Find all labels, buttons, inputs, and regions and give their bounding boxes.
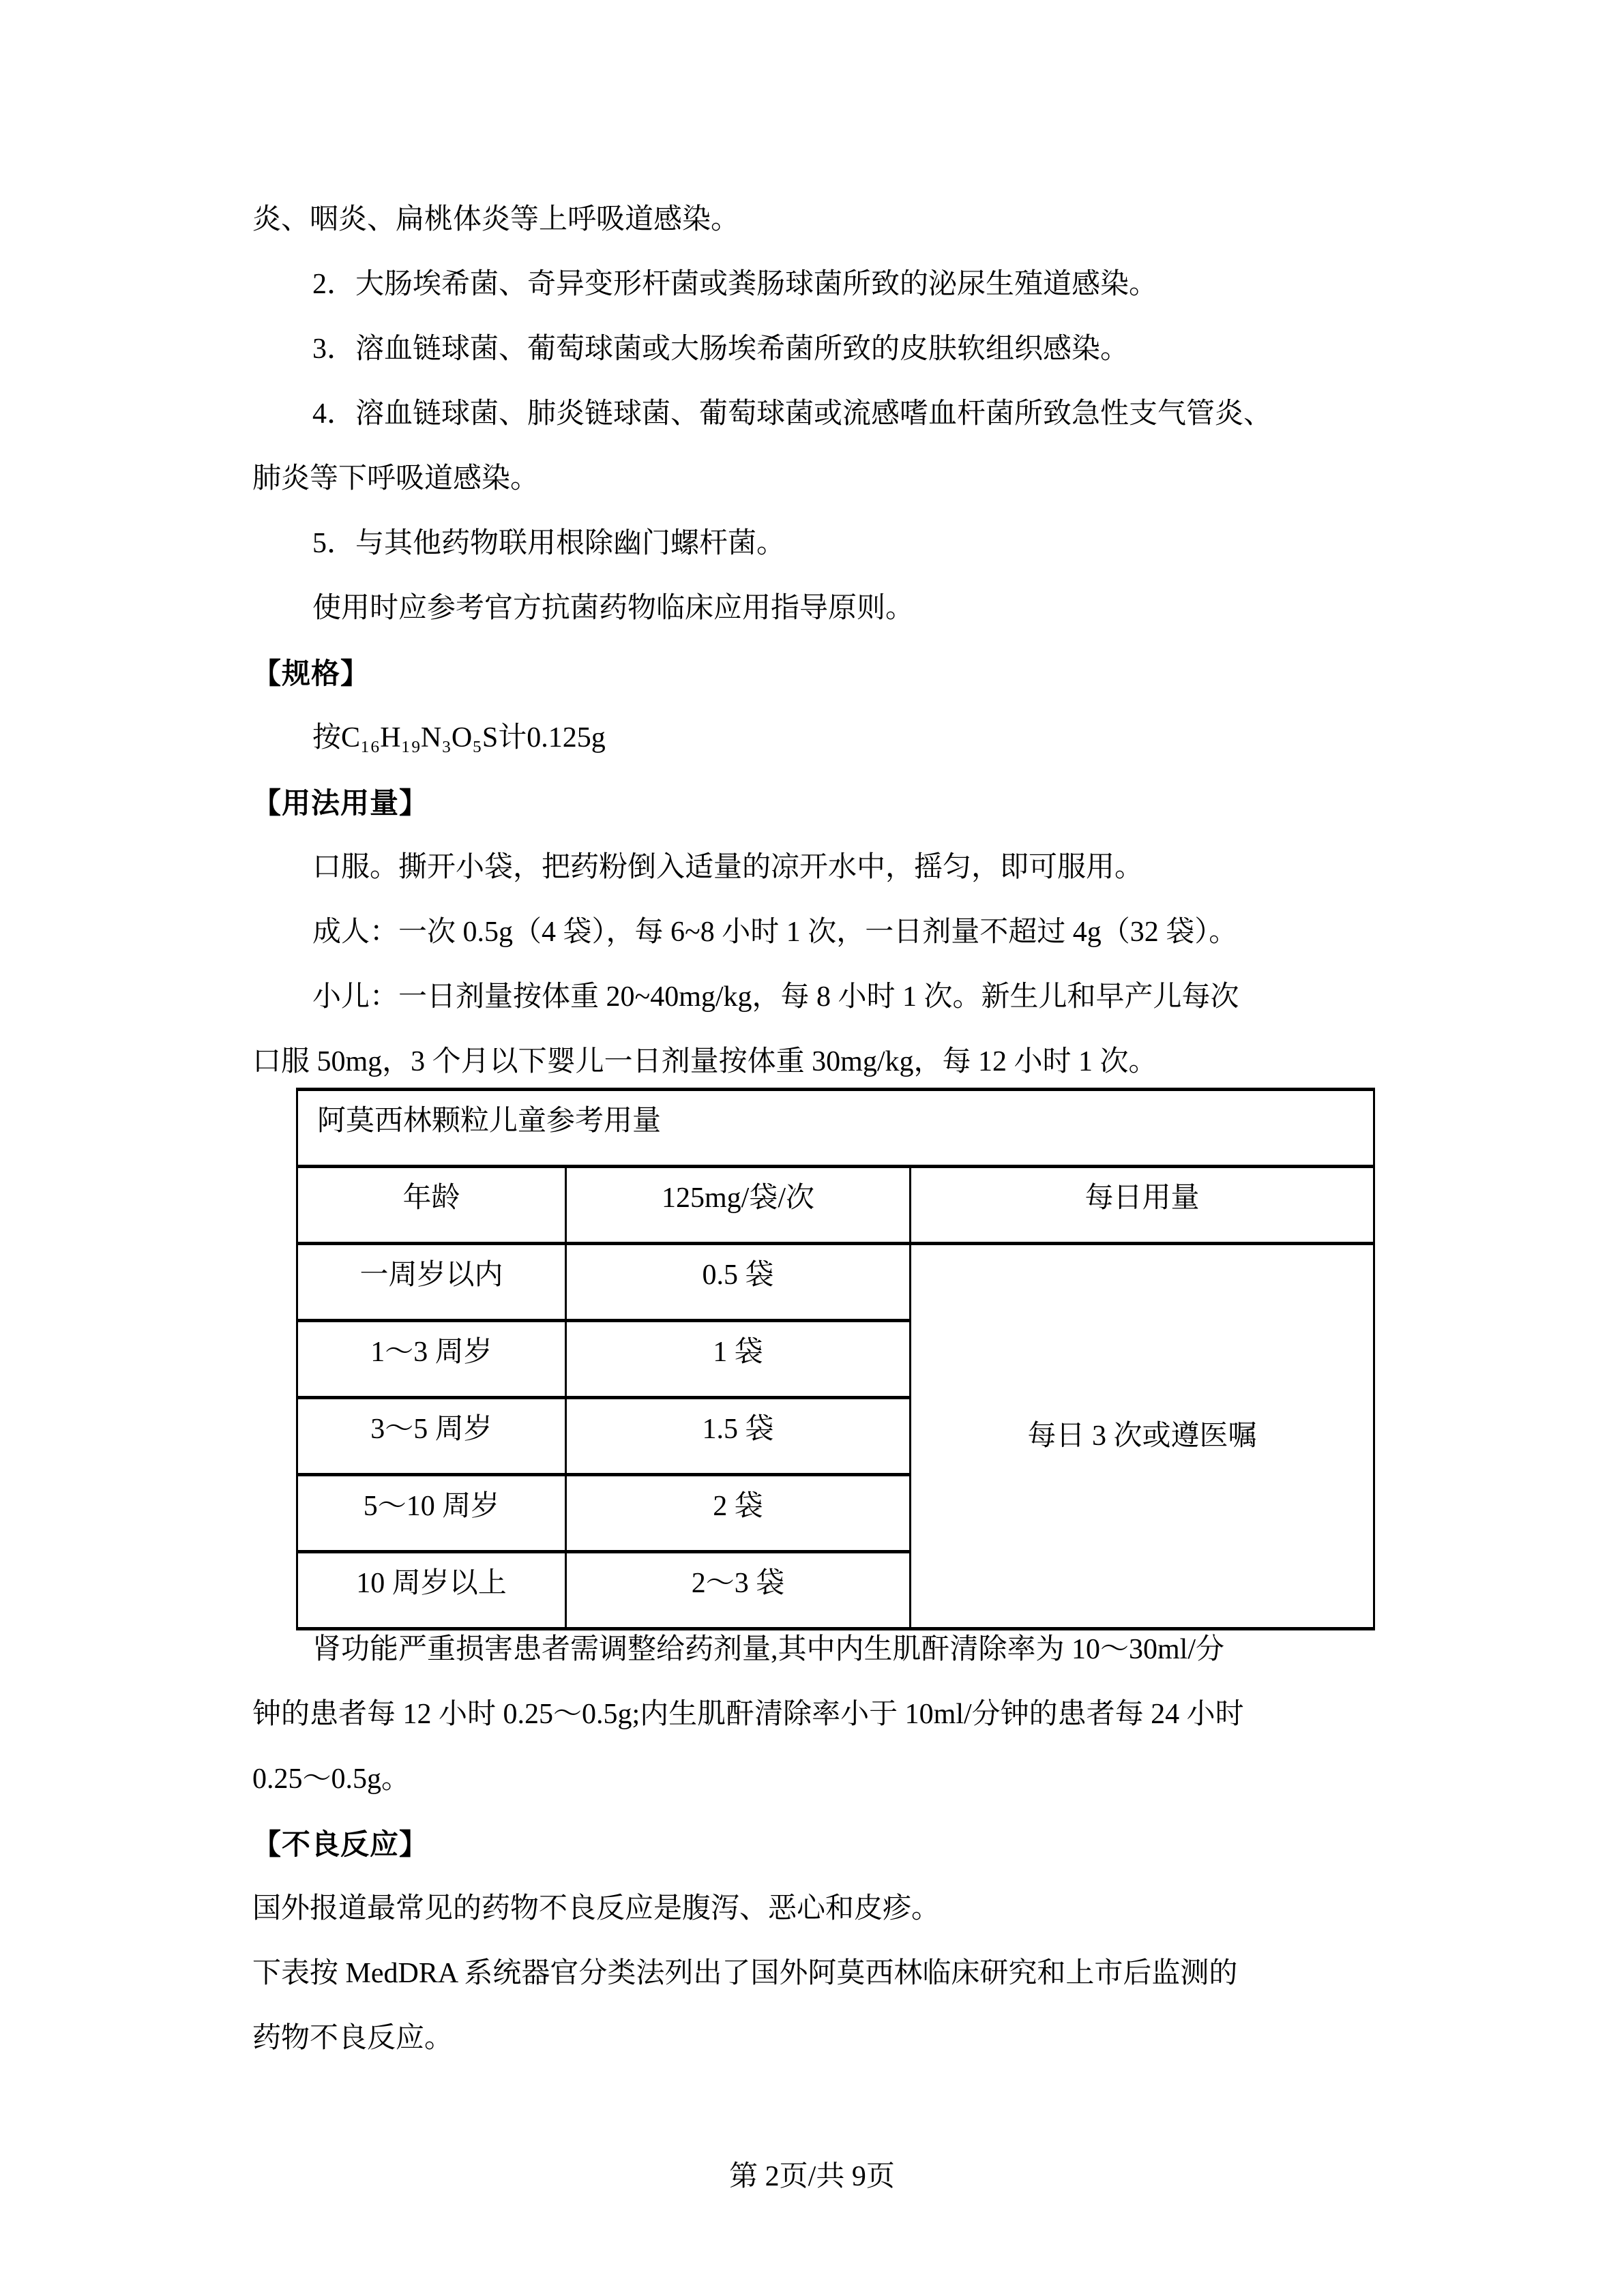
paragraph-line: 肺炎等下呼吸道感染。 [252, 463, 540, 494]
list-item-5: 5．与其他药物联用根除幽门螺杆菌。 [312, 528, 786, 559]
body-text-upper [252, 188, 1272, 1094]
list-item-4: 4．溶血链球菌、肺炎链球菌、葡萄球菌或流感嗜血杆菌所致急性支气管炎、 [312, 398, 1273, 430]
table-header-row [297, 1167, 1374, 1244]
paragraph-line: 下表按 MedDRA 系统器官分类法列出了国外阿莫西林临床研究和上市后监测的 [252, 1958, 1238, 1989]
table-cell-dose: 2～3 袋 [566, 1552, 911, 1629]
table-cell-dose: 1 袋 [566, 1321, 911, 1398]
section-heading-adverse-reactions: 【不良反应】 [252, 1828, 429, 1860]
paragraph-line: 使用时应参考官方抗菌药物临床应用指导原则。 [312, 593, 915, 624]
paragraph-line: 0.25～0.5g。 [252, 1763, 411, 1795]
table-cell-age: 1～3 周岁 [297, 1321, 566, 1398]
table-header-age: 年龄 [297, 1167, 566, 1244]
body-text-lower [252, 1617, 1244, 2071]
child-dosage-line: 小儿：一日剂量按体重 20~40mg/kg，每 8 小时 1 次。新生儿和早产儿每次 [312, 981, 1239, 1013]
table-cell-age: 5～10 周岁 [297, 1475, 566, 1552]
pediatric-dosage-table [296, 1088, 1375, 1630]
table-row [297, 1244, 1374, 1321]
paragraph-line: 炎、咽炎、扁桃体炎等上呼吸道感染。 [252, 204, 740, 235]
table-header-daily: 每日用量 [911, 1167, 1374, 1244]
table-cell-age: 10 周岁以上 [297, 1552, 566, 1629]
renal-dosage-line: 肾功能严重损害患者需调整给药剂量,其中内生肌酐清除率为 10～30ml/分 [312, 1634, 1225, 1665]
table-title-cell: 阿莫西林颗粒儿童参考用量 [297, 1090, 1374, 1167]
table-cell-age: 3～5 周岁 [297, 1398, 566, 1475]
table-cell-age: 一周岁以内 [297, 1244, 566, 1321]
page-footer: 第 2页/共 9页 [729, 2161, 895, 2192]
paragraph-line: 口服 50mg，3 个月以下婴儿一日剂量按体重 30mg/kg，每 12 小时 1 次。 [252, 1046, 1157, 1077]
table-header-dose: 125mg/袋/次 [566, 1167, 911, 1244]
table-cell-dose: 0.5 袋 [566, 1244, 911, 1321]
table-cell-dose: 2 袋 [566, 1475, 911, 1552]
chemical-formula-line: 按C₁₆H₁₉N₃O₅S计0.125g [312, 722, 606, 754]
paragraph-line: 药物不良反应。 [252, 2023, 454, 2054]
list-item-3: 3．溶血链球菌、葡萄球菌或大肠埃希菌所致的皮肤软组织感染。 [312, 333, 1130, 365]
adult-dosage-line: 成人：一次 0.5g（4 袋），每 6~8 小时 1 次，一日剂量不超过 4g（32 袋）。 [312, 916, 1238, 948]
table-title-row [297, 1090, 1374, 1167]
table-cell-daily-usage: 每日 3 次或遵医嘱 [911, 1244, 1374, 1629]
paragraph-line: 钟的患者每 12 小时 0.25～0.5g;内生肌酐清除率小于 10ml/分钟的患者每 24 小时 [252, 1699, 1244, 1730]
list-item-2: 2．大肠埃希菌、奇异变形杆菌或粪肠球菌所致的泌尿生殖道感染。 [312, 269, 1158, 300]
paragraph-line: 口服。撕开小袋，把药粉倒入适量的凉开水中，摇匀，即可服用。 [312, 852, 1144, 883]
paragraph-line: 国外报道最常见的药物不良反应是腹泻、恶心和皮疹。 [252, 1893, 941, 1924]
section-heading-dosage: 【用法用量】 [252, 787, 429, 819]
table-cell-dose: 1.5 袋 [566, 1398, 911, 1475]
section-heading-specification: 【规格】 [252, 657, 370, 689]
